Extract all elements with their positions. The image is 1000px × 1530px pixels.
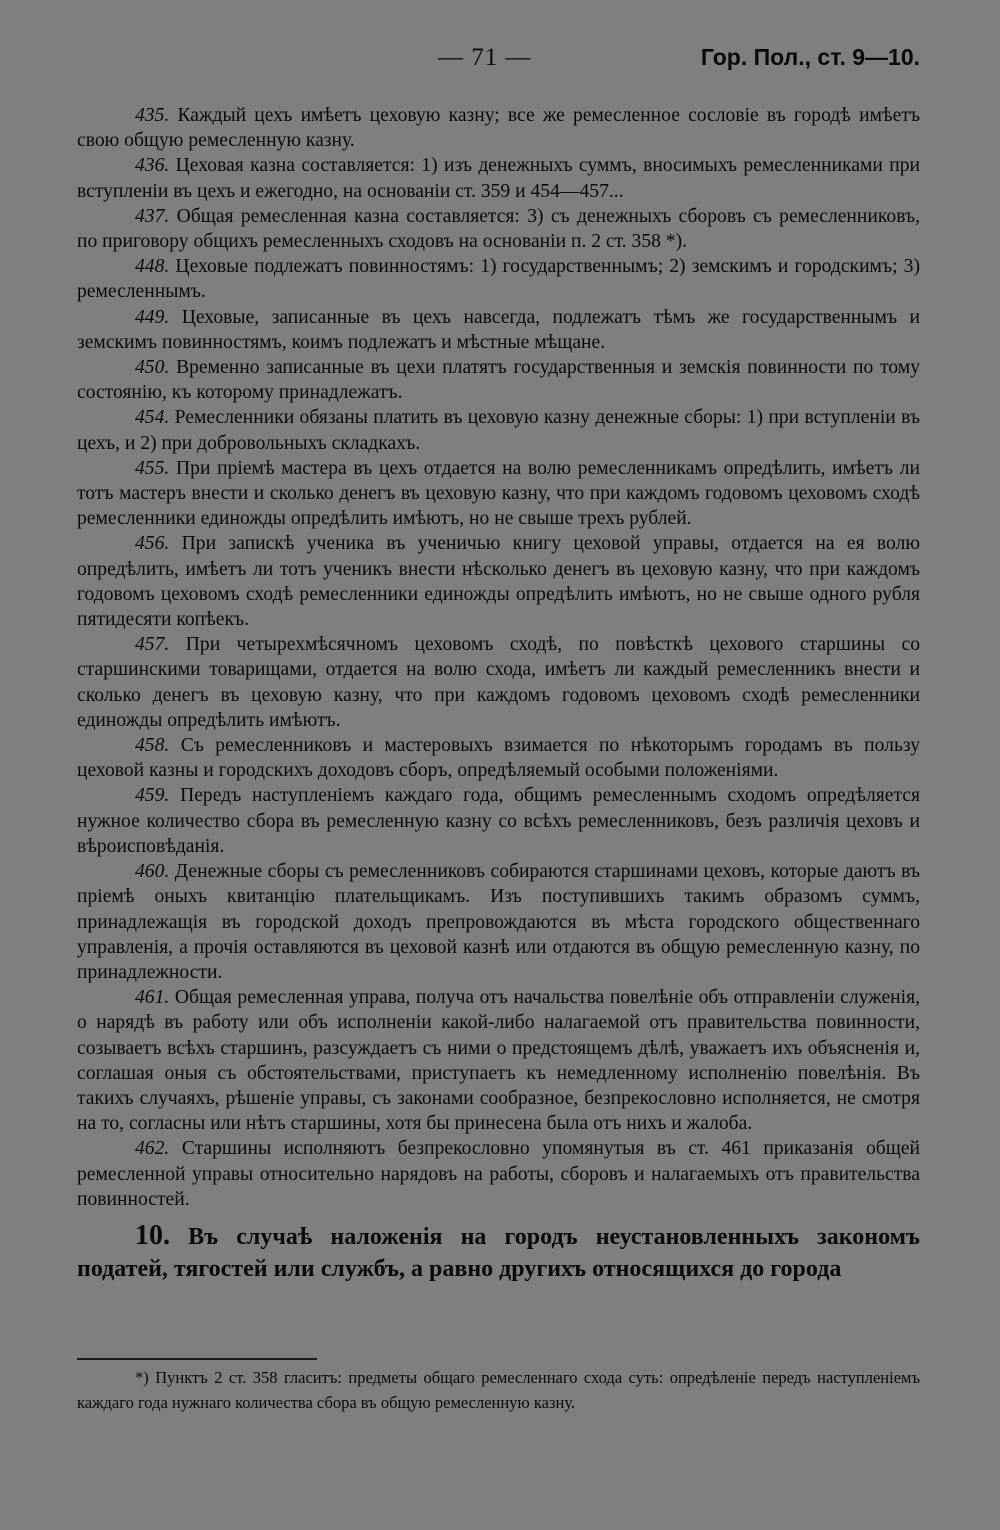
section-text: Въ случаѣ наложенія на городъ неустановленныхъ закономъ податей, тягостей или службъ, а равно другихъ относящихся до города [77, 1223, 921, 1282]
article-text: Передъ наступленіемъ каждаго года, общимъ ремесленнымъ сходомъ опредѣляется нужное количество сбора въ ремесленную казну со всѣхъ ремесленниковъ, безъ различія цеховъ и вѣроисповѣданія. [77, 785, 920, 857]
article-number: 454. [135, 407, 170, 429]
article-number: 461. [135, 987, 170, 1009]
article-text: Цеховые подлежатъ повинностямъ: 1) государственнымъ; 2) земскимъ и городскимъ; 3) ремесленнымъ. [77, 256, 920, 303]
article-number: 462. [135, 1138, 170, 1160]
article-text: При пріемѣ мастера въ цехъ отдается на волю ремесленникамъ опредѣлить, имѣетъ ли тотъ мастеръ внести и сколько денегъ въ цеховую казну, что при каждомъ годовомъ цеховомъ сходѣ ремесленники единожды опредѣлить имѣютъ, но не свыше трехъ рублей. [77, 457, 921, 530]
article-number: 450. [135, 357, 170, 379]
article-paragraph [77, 1136, 920, 1212]
article-text: Денежные сборы съ ремесленниковъ собираются старшинами цеховъ, которые даютъ въ пріемѣ оныхъ квитанцію плательщикамъ. Изъ поступившихъ такимъ образомъ суммъ, принадлежащія въ городской доходъ препровождаются въ мѣста городского общественнаго управленія, а прочія оставляются въ цеховой казнѣ или отдаются въ общую ремесленную казну, по принадлежности. [77, 861, 920, 983]
section-number: 10. [135, 1219, 170, 1251]
article-paragraph [77, 985, 920, 1136]
article-number: 457. [135, 634, 170, 656]
article-text: Каждый цехъ имѣетъ цеховую казну; все же ремесленное сословіе въ городѣ имѣетъ свою общую ремесленную казну. [77, 105, 920, 152]
page-header [0, 44, 1000, 78]
article-paragraph [77, 783, 920, 859]
article-text: Общая ремесленная управа, получа отъ начальства повелѣніе объ отправленіи служенія, о нарядѣ въ работу или объ исполненіи какой-либо налагаемой отъ правительства повинности, созываетъ всѣхъ старшинъ, разсуждаетъ съ ними о предстоящемъ дѣлѣ, уважаетъ ихъ объясненія и, соглашая оныя съ обстоятельствами, приступаетъ къ немедленному исполненію повелѣнія. Въ такихъ случаяхъ, рѣшеніе управы, съ законами сообразное, безпрекословно исполняется, не смотря на то, согласны или нѣтъ старшины, хотя бы принесена была отъ нихъ и жалоба. [77, 987, 920, 1135]
article-number: 436. [135, 155, 170, 177]
article-number: 455. [135, 457, 170, 479]
article-number: 437. [135, 205, 170, 227]
article-paragraph [77, 305, 920, 355]
article-text: Съ ремесленниковъ и мастеровыхъ взимается по нѣкоторымъ городамъ въ пользу цеховой казны и городскихъ доходовъ сборъ, опредѣляемый особыми положеніями. [77, 735, 921, 782]
article-text: Старшины исполняютъ безпрекословно упомянутыя въ ст. 461 приказанія общей ремесленной управы относительно нарядовъ на работы, сборовъ и налагаемыхъ отъ правительства повинностей. [77, 1138, 920, 1210]
footnote-rule [77, 1358, 317, 1360]
article-text: Цеховая казна составляется: 1) изъ денежныхъ суммъ, вносимыхъ ремесленниками при вступленіи въ цехъ и ежегодно, на основаніи ст. 359 и 454—457... [77, 155, 920, 202]
article-number: 449. [135, 306, 170, 328]
article-text: При запискѣ ученика въ ученичью книгу цеховой управы, отдается на ея волю опредѣлить, имѣетъ ли тотъ ученикъ внести нѣсколько денегъ въ цеховую казну, что при каждомъ годовомъ цеховомъ сходѣ ремесленники единожды опредѣлить имѣютъ, но не свыше одного рубля пятидесяти копѣекъ. [77, 533, 920, 631]
article-paragraph [77, 531, 920, 632]
article-paragraph [77, 153, 920, 203]
running-head: Гор. Пол., ст. 9—10. [700, 44, 920, 70]
body-text [77, 103, 920, 1309]
article-paragraph [77, 405, 920, 455]
section-10-heading [77, 1220, 920, 1285]
article-number: 459. [135, 785, 170, 807]
article-paragraph [77, 456, 920, 532]
article-paragraph [77, 859, 920, 985]
article-paragraph [77, 733, 920, 783]
article-number: 456. [135, 533, 170, 555]
footnote: *) Пунктъ 2 ст. 358 гласитъ: предметы общаго ремесленнаго схода суть: опредѣленіе передъ наступленіемъ каждаго года нужнаго количества сбора въ общую ремесленную казну. [77, 1368, 920, 1412]
article-text: При четырехмѣсячномъ цеховомъ сходѣ, по повѣсткѣ цехового старшины со старшинскими товарищами, отдается на волю схода, имѣетъ ли каждый ремесленникъ внести и сколько денегъ въ цеховую казну, что при каждомъ годовомъ цеховомъ сходѣ ремесленники единожды опредѣлить имѣютъ. [77, 634, 921, 731]
article-paragraph [77, 355, 920, 405]
article-number: 458. [135, 735, 170, 757]
article-paragraph [77, 254, 920, 304]
article-paragraph [77, 632, 920, 733]
article-text: Цеховые, записанные въ цехъ навсегда, подлежатъ тѣмъ же государственнымъ и земскимъ повинностямъ, коимъ подлежатъ и мѣстные мѣщане. [77, 306, 920, 353]
article-paragraph [77, 103, 920, 153]
article-text: Общая ремесленная казна составляется: 3) съ денежныхъ сборовъ съ ремесленниковъ, по приговору общихъ ремесленныхъ сходовъ на основаніи п. 2 ст. 358 *). [77, 205, 920, 253]
article-number: 448. [135, 256, 170, 278]
article-number: 460. [135, 861, 170, 883]
article-number: 435. [135, 105, 170, 126]
article-text: Ремесленники обязаны платить въ цеховую казну денежные сборы: 1) при вступленіи въ цехъ, и 2) при добровольныхъ складкахъ. [77, 407, 920, 454]
article-text: Временно записанные въ цехи платятъ государственныя и земскія повинности по тому состоянію, къ которому принадлежатъ. [77, 357, 920, 404]
article-paragraph [77, 204, 920, 254]
page-number: — 71 — [438, 44, 532, 71]
